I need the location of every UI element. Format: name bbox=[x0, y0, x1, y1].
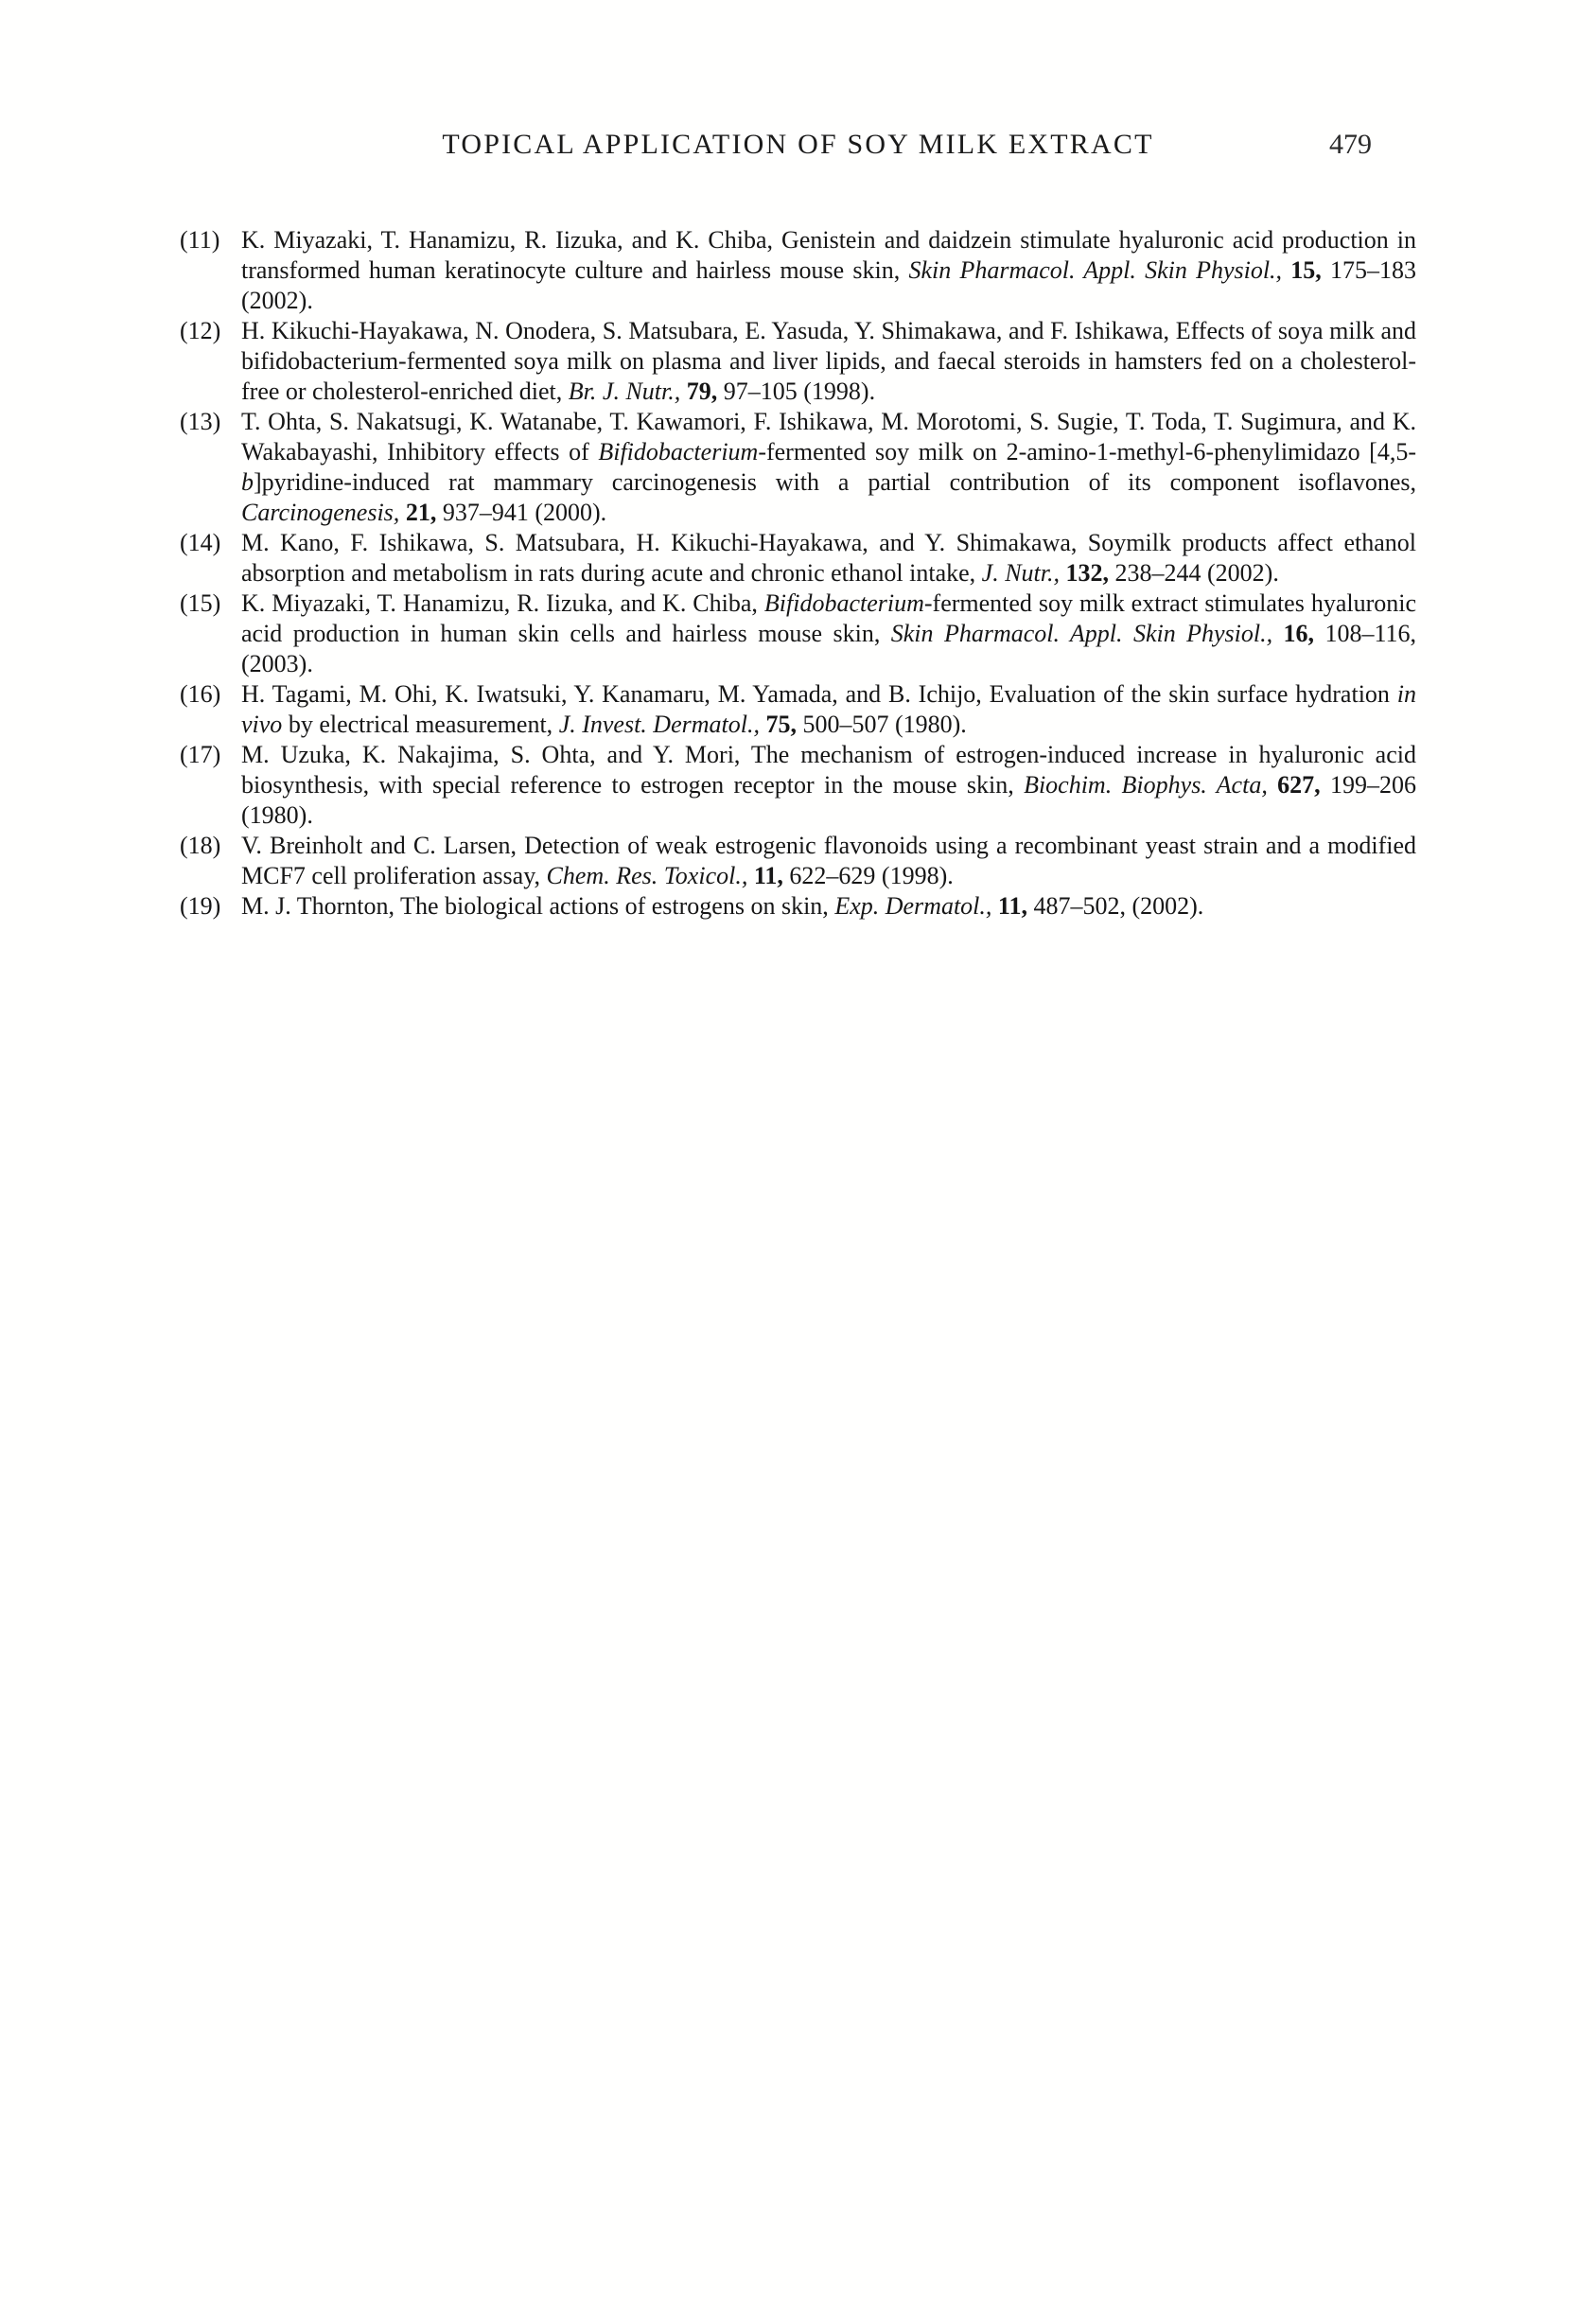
reference-text: K. Miyazaki, T. Hanamizu, R. Iizuka, and K. Chiba, Bifidobacterium-fermented soy milk extract stimulates hyaluronic acid production in human skin cells and hairless mouse skin, Skin Pharmacol. Appl. Skin Physiol., 16, 108–116, (2003). bbox=[241, 589, 1417, 677]
reference-number: (12) bbox=[180, 317, 221, 344]
reference-item bbox=[180, 740, 1416, 831]
journal-name: Bifidobacterium bbox=[598, 438, 759, 466]
page-number: 479 bbox=[1329, 129, 1372, 160]
reference-text: H. Kikuchi-Hayakawa, N. Onodera, S. Matsubara, E. Yasuda, Y. Shimakawa, and F. Ishikawa, Effects of soya milk and bifidobacterium-fermented soya milk on plasma and liver lipids, and faecal steroids in hamsters fed on a cholesterol-free or cholesterol-enriched diet, Br. J. Nutr., 79, 97–105 (1998). bbox=[241, 317, 1416, 405]
volume-number: 21, bbox=[405, 499, 437, 526]
reference-text: H. Tagami, M. Ohi, K. Iwatsuki, Y. Kanamaru, M. Yamada, and B. Ichijo, Evaluation of the skin surface hydration in vivo by electrical measurement, J. Invest. Dermatol., 75, 500–507 (1980). bbox=[241, 680, 1416, 738]
journal-name: in vivo bbox=[241, 680, 1416, 738]
volume-number: 75, bbox=[765, 711, 797, 738]
volume-number: 627, bbox=[1277, 771, 1321, 799]
journal-name: J. Invest. Dermatol., bbox=[558, 711, 760, 738]
volume-number: 11, bbox=[997, 892, 1027, 920]
page-header bbox=[0, 129, 1596, 167]
running-head-title: TOPICAL APPLICATION OF SOY MILK EXTRACT bbox=[442, 129, 1154, 160]
journal-name: Carcinogenesis, bbox=[241, 499, 400, 526]
reference-text: T. Ohta, S. Nakatsugi, K. Watanabe, T. Kawamori, F. Ishikawa, M. Morotomi, S. Sugie, T. Toda, T. Sugimura, and K. Wakabayashi, Inhibitory effects of Bifidobacterium-fermented soy milk on 2-amino-1-methyl-6-phenylimidazo [4,5-b]pyridine-induced rat mammary carcinogenesis with a partial contribution of its component isoflavones, Carcinogenesis, 21, 937–941 (2000). bbox=[241, 408, 1417, 526]
reference-item bbox=[180, 679, 1416, 740]
reference-number: (17) bbox=[180, 741, 221, 768]
journal-name: Bifidobacterium bbox=[763, 589, 924, 617]
reference-text: M. J. Thornton, The biological actions of estrogens on skin, Exp. Dermatol., 11, 487–502, (2002). bbox=[241, 892, 1204, 920]
volume-number: 79, bbox=[686, 378, 718, 405]
reference-text: V. Breinholt and C. Larsen, Detection of weak estrogenic flavonoids using a recombinant yeast strain and a modified MCF7 cell proliferation assay, Chem. Res. Toxicol., 11, 622–629 (1998). bbox=[241, 832, 1416, 889]
reference-text: K. Miyazaki, T. Hanamizu, R. Iizuka, and K. Chiba, Genistein and daidzein stimulate hyaluronic acid production in transformed human keratinocyte culture and hairless mouse skin, Skin Pharmacol. Appl. Skin Physiol., 15, 175–183 (2002). bbox=[241, 226, 1416, 314]
volume-number: 16, bbox=[1283, 620, 1315, 647]
journal-name: b bbox=[241, 468, 254, 496]
reference-text: M. Kano, F. Ishikawa, S. Matsubara, H. Kikuchi-Hayakawa, and Y. Shimakawa, Soymilk products affect ethanol absorption and metabolism in rats during acute and chronic ethanol intake, J. Nutr., 132, 238–244 (2002). bbox=[241, 529, 1416, 587]
reference-item bbox=[180, 316, 1416, 407]
reference-text: M. Uzuka, K. Nakajima, S. Ohta, and Y. Mori, The mechanism of estrogen-induced increase in hyaluronic acid biosynthesis, with special reference to estrogen receptor in the mouse skin, Biochim. Biophys. Acta, 627, 199–206 (1980). bbox=[241, 741, 1417, 829]
reference-number: (19) bbox=[180, 892, 221, 920]
volume-number: 15, bbox=[1290, 256, 1322, 284]
reference-item bbox=[180, 589, 1416, 679]
references-list bbox=[180, 225, 1416, 922]
journal-name: Skin Pharmacol. Appl. Skin Physiol., bbox=[890, 620, 1273, 647]
reference-item bbox=[180, 528, 1416, 589]
journal-name: Exp. Dermatol., bbox=[834, 892, 992, 920]
reference-item bbox=[180, 407, 1416, 528]
journal-name: Skin Pharmacol. Appl. Skin Physiol., bbox=[908, 256, 1283, 284]
journal-name: J. Nutr., bbox=[981, 559, 1061, 587]
reference-item bbox=[180, 831, 1416, 891]
volume-number: 132, bbox=[1065, 559, 1110, 587]
journal-name: Br. J. Nutr., bbox=[568, 378, 681, 405]
reference-number: (14) bbox=[180, 529, 221, 556]
reference-number: (13) bbox=[180, 408, 221, 435]
reference-number: (15) bbox=[180, 589, 221, 617]
reference-item bbox=[180, 891, 1416, 922]
volume-number: 11, bbox=[753, 862, 783, 889]
reference-number: (18) bbox=[180, 832, 221, 859]
journal-name: Chem. Res. Toxicol., bbox=[546, 862, 748, 889]
reference-item bbox=[180, 225, 1416, 316]
reference-number: (16) bbox=[180, 680, 221, 708]
journal-name: Biochim. Biophys. Acta, bbox=[1024, 771, 1268, 799]
reference-number: (11) bbox=[180, 226, 220, 254]
